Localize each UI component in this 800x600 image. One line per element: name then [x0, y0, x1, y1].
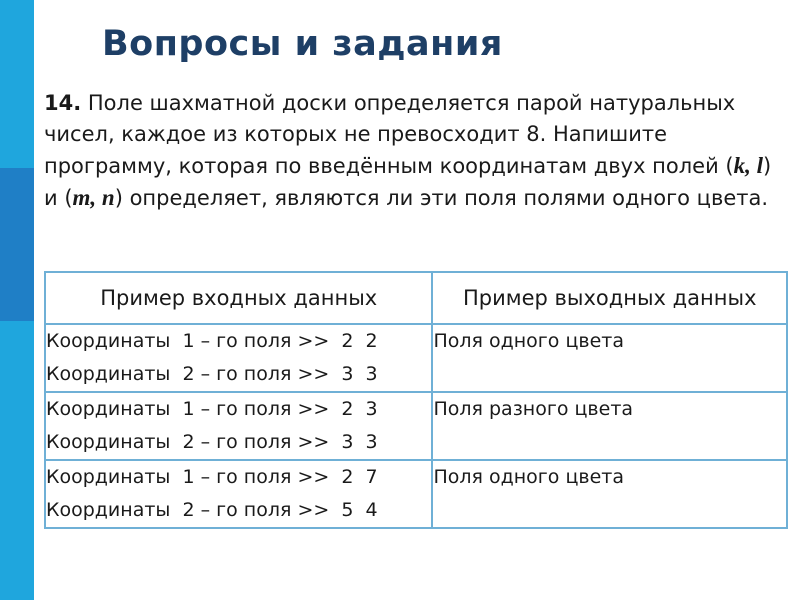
output-line: Поля одного цвета: [433, 466, 624, 488]
input-line: Координаты 2 – го поля >> 3 3: [46, 431, 378, 453]
input-line: Координаты 2 – го поля >> 3 3: [46, 363, 378, 385]
task-text-part-1: Поле шахматной доски определяется парой натуральных чисел, каждое из которых не превосходит 8. Напишите программу, которая по введённым координатам двух полей (: [44, 91, 736, 178]
input-line: Координаты 1 – го поля >> 2 7: [46, 466, 378, 488]
table-row: [45, 460, 787, 528]
output-line: Поля одного цвета: [433, 330, 624, 352]
variables-k-l: k, l: [733, 153, 763, 178]
side-accent-bar-highlight: [0, 168, 34, 321]
output-line: Поля разного цвета: [433, 398, 634, 420]
variables-m-n: m, n: [72, 185, 115, 210]
table-row: [45, 324, 787, 392]
task-text-part-2: ) и (: [44, 154, 772, 210]
input-cell: [45, 324, 432, 392]
output-cell: [432, 392, 787, 460]
input-cell: [45, 460, 432, 528]
task-text-part-3: ) определяет, являются ли эти поля полями одного цвета.: [114, 186, 769, 210]
output-cell: [432, 324, 787, 392]
input-line: Координаты 2 – го поля >> 5 4: [46, 499, 378, 521]
slide-title: Вопросы и задания: [102, 24, 503, 64]
input-line: Координаты 1 – го поля >> 2 3: [46, 398, 378, 420]
examples-table: [44, 271, 788, 529]
header-output-examples: Пример выходных данных: [432, 272, 787, 324]
table-row: [45, 392, 787, 460]
input-line: Координаты 1 – го поля >> 2 2: [46, 330, 378, 352]
table-header-row: [45, 272, 787, 324]
header-input-examples: Пример входных данных: [45, 272, 432, 324]
task-text: [44, 88, 784, 214]
task-number: 14.: [44, 91, 82, 115]
output-cell: [432, 460, 787, 528]
input-cell: [45, 392, 432, 460]
